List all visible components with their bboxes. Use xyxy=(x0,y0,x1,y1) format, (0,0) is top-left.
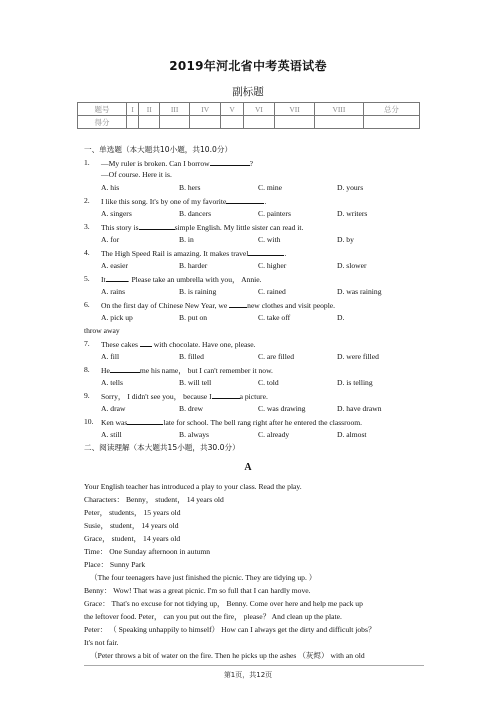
option-a[interactable]: A. tells xyxy=(101,378,123,387)
score-table-value-row xyxy=(78,116,420,129)
option-b[interactable]: B. put on xyxy=(179,313,208,322)
section-heading: 二、阅读理解（本大题共15小题，共30.0分） xyxy=(84,443,240,452)
option-c[interactable]: C. with xyxy=(258,235,281,244)
option-a[interactable]: A. pick up xyxy=(101,313,133,322)
answer-blank xyxy=(139,222,175,230)
option-c[interactable]: C. told xyxy=(258,378,279,387)
option-b[interactable]: B. always xyxy=(179,430,209,439)
score-cell: IV xyxy=(190,103,221,116)
page-number: 第1页，共12页 xyxy=(223,671,273,679)
exam-subtitle: 副标题 xyxy=(232,86,264,98)
score-empty-cell xyxy=(160,116,190,129)
option-b[interactable]: B. is raining xyxy=(179,287,217,296)
score-cell: I xyxy=(127,103,139,116)
passage-line: Characters： Benny， student， 14 years old xyxy=(84,495,224,504)
option-a[interactable]: A. easier xyxy=(101,261,128,270)
option-d[interactable]: D. almost xyxy=(337,430,367,439)
option-b[interactable]: B. hers xyxy=(179,183,201,192)
option-a[interactable]: A. rains xyxy=(101,287,126,296)
option-d[interactable]: D. xyxy=(337,313,345,322)
answer-blank xyxy=(106,274,128,282)
option-c[interactable]: C. already xyxy=(258,430,290,439)
score-empty-cell xyxy=(139,116,160,129)
score-empty-cell xyxy=(243,116,274,129)
passage-line: It's not fair. xyxy=(84,638,119,647)
score-cell: III xyxy=(160,103,190,116)
passage-line: Place： Sunny Park xyxy=(84,560,146,569)
score-empty-cell xyxy=(363,116,419,129)
passage-line: Grace， student， 14 years old xyxy=(84,534,181,543)
answer-blank xyxy=(212,391,240,399)
option-a[interactable]: A. singers xyxy=(101,209,132,218)
option-b[interactable]: B. in xyxy=(179,235,194,244)
score-cell: VIII xyxy=(315,103,364,116)
passage-line: Peter， students， 15 years old xyxy=(84,508,181,517)
passage-line: Grace： That's no excuse for not tidying up， Benny. Come over here and help me pack up xyxy=(84,599,363,608)
option-d-wrap[interactable]: throw away xyxy=(84,326,120,335)
option-b[interactable]: B. filled xyxy=(179,352,204,361)
passage-line: Your English teacher has introduced a play to your class. Read the play. xyxy=(84,482,302,491)
exam-page: 2019年河北省中考英语试卷 副标题 题号 I II III IV V VI VII VIII 总分 得分 一、单选题（本大题共10小题，共10.0分） 1. —My ruler is broken. Can I borrow ? —Of course. Here it is. A. his B. hers C. mine D. yours 2. I like this song. It's by one of my favorite . A. singers B. dancers C. painters D. writers 3. This story is simple English. My little sister can read it. A. for B. in C. with D. by 4. The High Speed Rail is amazing. It makes travel . A. easier B. harder C. higher D. slower 5. It . Please take an umbrella with you， Annie. A. rains B. is raining C. rained D. was raining 6. On the first day of Chinese New Year, we new clothes and visit people. A. pick up B. put on C. take off D. throw away 7. These cakes with chocolate. Have one, please. A. fill B. filled C. are filled D. were filled 8. He me his name， but I can't remember it now. A. tells B. will tell C. told D. is telling 9. Sorry， I didn't see you， because I a picture. A. draw B. drew C. was drawing D. have drawn 10. Ken was late for school. The bell rang right after he entered the classroom. A. still B. always C. already D. almost 二、阅读理解（本大题共15小题，共30.0分） A Your English teacher has introduced a play to your class. Read the play. Characters： Benny， student， 14 years old Peter， students， 15 years old Susie， student， 14 years old Grace， student， 14 years old Time： One Sunday afternoon in autumn Place： Sunny Park （The four teenagers have just finished the picnic. They are tidying up. ） Benny： Wow! That was a great picnic. I'm so full that I can hardly move. Grace： That's no excuse for not tidying up， Benny. Come over here and help me pack up the leftover food. Peter， can you put out the fire， please？ And clean up the plate. Peter： （ Speaking unhappily to himself） How can I always get the dirty and difficult jobs？ It's not fair. （Peter throws a bit of water on the fire. Then he picks up the ashes （灰烬） with an old 第1页，共12页 xyxy=(0,0,496,702)
answer-blank xyxy=(210,158,250,166)
score-empty-cell xyxy=(315,116,364,129)
answer-blank xyxy=(127,417,163,425)
option-c[interactable]: C. was drawing xyxy=(258,404,306,413)
option-d[interactable]: D. were filled xyxy=(337,352,379,361)
option-b[interactable]: B. harder xyxy=(179,261,208,270)
answer-blank xyxy=(110,365,140,373)
option-d[interactable]: D. slower xyxy=(337,261,367,270)
answer-blank xyxy=(226,196,264,204)
option-c[interactable]: C. mine xyxy=(258,183,283,192)
option-d[interactable]: D. have drawn xyxy=(337,404,382,413)
score-cell: II xyxy=(139,103,160,116)
passage-line: Peter： （ Speaking unhappily to himself） How can I always get the dirty and difficult jobs？ xyxy=(84,625,376,634)
score-cell: VI xyxy=(243,103,274,116)
score-table-header-row xyxy=(78,103,420,116)
passage-line: （The four teenagers have just finished the picnic. They are tidying up. ） xyxy=(90,573,317,582)
option-b[interactable]: B. dancers xyxy=(179,209,212,218)
score-empty-cell xyxy=(127,116,139,129)
option-b[interactable]: B. will tell xyxy=(179,378,212,387)
footer-divider xyxy=(84,665,424,666)
option-a[interactable]: A. still xyxy=(101,430,122,439)
passage-line: Benny： Wow! That was a great picnic. I'm so full that I can hardly move. xyxy=(84,586,311,595)
score-cell: 题号 xyxy=(78,103,127,116)
score-empty-cell xyxy=(275,116,315,129)
answer-blank xyxy=(248,248,284,256)
option-a[interactable]: A. his xyxy=(101,183,120,192)
option-c[interactable]: C. rained xyxy=(258,287,286,296)
option-c[interactable]: C. take off xyxy=(258,313,291,322)
question-line: —Of course. Here it is. xyxy=(101,170,172,179)
score-cell: VII xyxy=(275,103,315,116)
option-d[interactable]: D. by xyxy=(337,235,354,244)
answer-blank xyxy=(140,339,152,347)
option-a[interactable]: A. fill xyxy=(101,352,120,361)
option-c[interactable]: C. higher xyxy=(258,261,287,270)
passage-line: Time： One Sunday afternoon in autumn xyxy=(84,547,211,556)
option-d[interactable]: D. was raining xyxy=(337,287,382,296)
option-a[interactable]: A. for xyxy=(101,235,120,244)
option-d[interactable]: D. is telling xyxy=(337,378,373,387)
option-b[interactable]: B. drew xyxy=(179,404,204,413)
option-a[interactable]: A. draw xyxy=(101,404,126,413)
score-empty-cell xyxy=(221,116,244,129)
passage-label: A xyxy=(244,462,252,473)
score-cell: 总分 xyxy=(363,103,419,116)
score-cell: V xyxy=(221,103,244,116)
option-d[interactable]: D. yours xyxy=(337,183,364,192)
exam-title: 2019年河北省中考英语试卷 xyxy=(169,59,327,73)
passage-line: （Peter throws a bit of water on the fire. Then he picks up the ashes （灰烬） with an old xyxy=(90,651,365,660)
score-table xyxy=(77,102,420,129)
passage-line: the leftover food. Peter， can you put out the fire， please？ And clean up the plate. xyxy=(84,612,342,621)
score-row-label: 得分 xyxy=(78,116,127,129)
section-heading: 一、单选题（本大题共10小题，共10.0分） xyxy=(84,145,233,154)
option-d[interactable]: D. writers xyxy=(337,209,368,218)
answer-blank xyxy=(229,300,247,308)
passage-line: Susie， student， 14 years old xyxy=(84,521,179,530)
option-c[interactable]: C. painters xyxy=(258,209,291,218)
score-empty-cell xyxy=(190,116,221,129)
option-c[interactable]: C. are filled xyxy=(258,352,295,361)
